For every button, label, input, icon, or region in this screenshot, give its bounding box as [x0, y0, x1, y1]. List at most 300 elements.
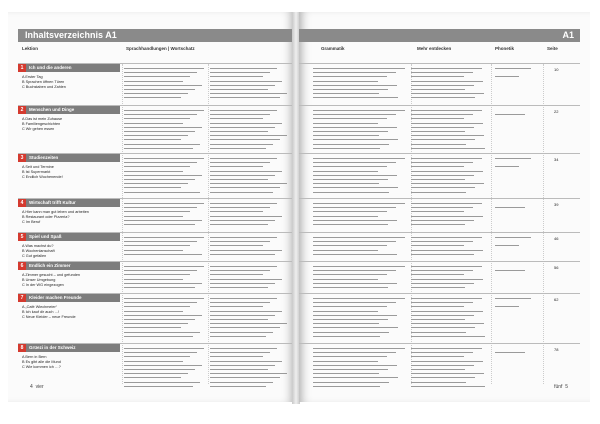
toc-header-bar	[18, 29, 294, 42]
chapter-title-bar	[18, 233, 120, 241]
text-line	[495, 245, 519, 246]
text-line	[210, 274, 263, 275]
text-line	[411, 319, 465, 320]
text-line	[411, 382, 466, 383]
text-line	[210, 298, 277, 299]
text-line	[313, 311, 378, 312]
text-line	[313, 97, 398, 98]
text-line	[210, 68, 277, 69]
text-line	[411, 274, 464, 275]
chapter-title: Endlich ein Zimmer	[29, 263, 71, 268]
text-line	[210, 377, 280, 378]
text-line	[124, 254, 202, 255]
text-line	[124, 327, 181, 328]
text-line	[210, 131, 268, 132]
lesson-item: C Endlich Wochenende!	[22, 175, 63, 179]
text-line	[210, 187, 280, 188]
text-line	[313, 144, 389, 145]
text-line	[124, 135, 188, 136]
text-line	[411, 148, 485, 149]
text-line	[210, 386, 266, 387]
text-line	[313, 319, 388, 320]
text-line	[124, 148, 193, 149]
text-line	[210, 114, 270, 115]
chapter-title-bar	[18, 262, 120, 270]
text-line	[210, 123, 282, 124]
chapter-row-right	[299, 105, 580, 154]
lesson-item: B Ist Supermarkt	[22, 170, 51, 174]
text-line	[124, 386, 193, 387]
text-line	[313, 369, 388, 370]
text-line	[313, 127, 397, 128]
chapter-row	[18, 293, 294, 344]
text-line	[411, 216, 483, 217]
text-line	[411, 76, 464, 77]
text-line	[313, 254, 397, 255]
text-line	[313, 348, 405, 349]
text-line	[124, 224, 195, 225]
text-line	[313, 89, 388, 90]
text-line	[124, 131, 195, 132]
chapter-row-right	[299, 153, 580, 199]
text-line	[210, 192, 273, 193]
text-line	[124, 287, 195, 288]
text-line	[124, 192, 200, 193]
text-line	[210, 76, 263, 77]
text-line	[411, 207, 473, 208]
text-line	[124, 203, 204, 204]
text-line	[210, 110, 277, 111]
text-line	[210, 81, 282, 82]
text-line	[210, 89, 268, 90]
chapter-title-bar	[18, 106, 120, 114]
text-line	[124, 237, 204, 238]
text-line	[210, 220, 275, 221]
lesson-item: C Buchstaben und Zahlen	[22, 85, 66, 89]
text-line	[411, 323, 484, 324]
text-line	[495, 207, 525, 208]
lesson-item: A Zimmer gesucht – und gefunden	[22, 273, 81, 277]
left-page-number: 4 vier	[30, 384, 44, 390]
text-line	[210, 356, 263, 357]
text-line	[313, 323, 379, 324]
text-line	[313, 250, 378, 251]
text-line	[124, 183, 188, 184]
text-line	[411, 373, 484, 374]
text-line	[411, 365, 474, 366]
text-line	[411, 306, 464, 307]
text-line	[210, 85, 275, 86]
right-page	[299, 12, 590, 402]
text-line	[210, 183, 287, 184]
text-line	[411, 332, 466, 333]
text-line	[210, 373, 287, 374]
chapter-row-right	[299, 198, 580, 233]
text-line	[124, 220, 202, 221]
text-line	[313, 211, 387, 212]
text-line	[210, 327, 280, 328]
toc-title: Inhaltsverzeichnis A1	[25, 30, 117, 40]
chapter-title: Ich und die anderen	[29, 65, 72, 70]
unit-header-bar	[299, 29, 580, 42]
text-line	[411, 211, 464, 212]
text-line	[411, 336, 485, 337]
chapter-row	[18, 232, 294, 262]
text-line	[124, 162, 197, 163]
text-line	[124, 144, 200, 145]
text-line	[313, 287, 388, 288]
lesson-item: A Erster Tag	[22, 75, 43, 79]
open-textbook	[8, 12, 590, 412]
text-line	[313, 158, 405, 159]
chapter-title-bar	[18, 294, 120, 302]
text-line	[210, 319, 268, 320]
chapter-page-number: 34	[554, 157, 559, 162]
text-line	[210, 162, 270, 163]
text-line	[313, 76, 387, 77]
text-line	[124, 139, 181, 140]
text-line	[210, 118, 263, 119]
text-line	[313, 72, 396, 73]
text-line	[411, 283, 474, 284]
text-line	[313, 81, 378, 82]
text-line	[210, 382, 273, 383]
text-line	[313, 220, 397, 221]
text-line	[411, 377, 475, 378]
text-line	[411, 348, 482, 349]
text-line	[313, 183, 379, 184]
chapter-page-number: 22	[554, 109, 559, 114]
chapter-page-number: 62	[554, 297, 559, 302]
unit-label: A1	[562, 30, 574, 40]
text-line	[411, 93, 484, 94]
text-line	[495, 76, 519, 77]
text-line	[210, 72, 270, 73]
chapter-number: 6	[18, 262, 26, 270]
chapter-page-number: 39	[554, 202, 559, 207]
chapter-page-number: 56	[554, 265, 559, 270]
chapter-row	[18, 343, 294, 394]
text-line	[210, 306, 263, 307]
text-line	[411, 72, 473, 73]
text-line	[313, 179, 388, 180]
text-line	[411, 224, 465, 225]
text-line	[210, 127, 275, 128]
text-line	[411, 287, 465, 288]
text-line	[124, 123, 183, 124]
text-line	[313, 148, 380, 149]
text-line	[411, 203, 482, 204]
text-line	[124, 279, 183, 280]
text-line	[210, 203, 277, 204]
text-line	[313, 203, 405, 204]
text-line	[124, 336, 193, 337]
text-line	[124, 361, 183, 362]
text-line	[210, 158, 277, 159]
text-line	[313, 207, 396, 208]
chapter-row	[18, 261, 294, 294]
text-line	[210, 315, 275, 316]
text-line	[124, 187, 181, 188]
chapter-title-bar	[18, 154, 120, 162]
text-line	[124, 81, 183, 82]
text-line	[411, 298, 482, 299]
chapter-number: 1	[18, 64, 26, 72]
chapter-row	[18, 63, 294, 106]
text-line	[411, 279, 483, 280]
lesson-item: B Familiengeschichten	[22, 122, 61, 126]
text-line	[313, 93, 379, 94]
text-line	[124, 175, 202, 176]
text-line	[411, 175, 474, 176]
text-line	[124, 365, 202, 366]
text-line	[210, 302, 270, 303]
text-line	[313, 118, 387, 119]
text-line	[210, 365, 275, 366]
text-line	[313, 166, 387, 167]
text-line	[124, 93, 188, 94]
text-line	[313, 131, 388, 132]
lesson-item: C Wie kommen ich …?	[22, 365, 61, 369]
text-line	[124, 348, 204, 349]
chapter-page-number: 78	[554, 347, 559, 352]
chapter-row	[18, 153, 294, 199]
text-line	[313, 352, 396, 353]
text-line	[210, 211, 263, 212]
text-line	[210, 224, 268, 225]
text-line	[411, 302, 473, 303]
text-line	[495, 298, 531, 299]
text-line	[124, 274, 190, 275]
text-line	[313, 216, 378, 217]
text-line	[124, 76, 190, 77]
lesson-item: A Was machst du?	[22, 244, 54, 248]
text-line	[313, 85, 397, 86]
text-line	[124, 266, 204, 267]
text-line	[495, 114, 525, 115]
text-line	[124, 207, 197, 208]
text-line	[313, 68, 405, 69]
text-line	[124, 85, 202, 86]
chapter-page-number: 46	[554, 236, 559, 241]
text-line	[411, 237, 482, 238]
text-line	[210, 148, 266, 149]
text-line	[411, 352, 473, 353]
text-line	[210, 254, 275, 255]
text-line	[411, 81, 483, 82]
text-line	[210, 250, 282, 251]
text-line	[124, 114, 197, 115]
col-header-phonetik: Phonetik	[495, 46, 515, 51]
text-line	[124, 166, 190, 167]
lesson-item: C Im Beruf	[22, 220, 41, 224]
text-line	[210, 266, 277, 267]
text-line	[313, 123, 378, 124]
text-line	[210, 139, 280, 140]
text-line	[124, 369, 195, 370]
chapter-row-right	[299, 261, 580, 294]
text-line	[124, 158, 204, 159]
text-line	[210, 237, 277, 238]
text-line	[210, 323, 287, 324]
text-line	[124, 306, 190, 307]
lesson-item: C In der WG eingezogen	[22, 283, 64, 287]
text-line	[313, 270, 396, 271]
text-line	[124, 241, 197, 242]
chapter-title-bar	[18, 199, 120, 207]
chapter-title-bar	[18, 344, 120, 352]
text-line	[411, 245, 464, 246]
text-line	[124, 319, 195, 320]
text-line	[411, 135, 484, 136]
chapter-title: Studienzeiten	[29, 155, 59, 160]
text-line	[411, 369, 465, 370]
col-header-sprachhandlungen: Sprachhandlungen | Wortschatz	[126, 46, 195, 51]
text-line	[313, 274, 387, 275]
text-line	[313, 315, 397, 316]
text-line	[124, 179, 195, 180]
text-line	[210, 97, 280, 98]
text-line	[124, 216, 183, 217]
text-line	[313, 224, 388, 225]
text-line	[411, 162, 473, 163]
lesson-item: A Bern in Bern	[22, 355, 47, 359]
lesson-item: B Wochenlanschaft	[22, 249, 55, 253]
chapter-number: 5	[18, 233, 26, 241]
text-line	[313, 241, 396, 242]
text-line	[313, 171, 378, 172]
text-line	[411, 220, 474, 221]
text-line	[313, 266, 405, 267]
chapter-title: Menschen und Dinge	[29, 107, 75, 112]
right-page-number: fünf 5	[554, 384, 568, 390]
text-line	[313, 377, 398, 378]
chapter-row-right	[299, 232, 580, 262]
lesson-item: B Unser Umgebung	[22, 278, 56, 282]
text-line	[313, 245, 387, 246]
text-line	[124, 352, 197, 353]
text-line	[210, 179, 268, 180]
text-line	[124, 118, 190, 119]
text-line	[411, 114, 473, 115]
chapter-title-bar	[18, 64, 120, 72]
text-line	[411, 89, 465, 90]
text-line	[411, 144, 466, 145]
text-line	[313, 306, 387, 307]
text-line	[313, 192, 389, 193]
text-line	[313, 135, 379, 136]
text-line	[313, 279, 378, 280]
lesson-item: B Sprachen öffnen Türen	[22, 80, 65, 84]
text-line	[210, 135, 287, 136]
lesson-item: C Neue Kleider – neue Freunde	[22, 315, 76, 319]
text-line	[313, 110, 405, 111]
text-line	[411, 241, 473, 242]
text-line	[313, 382, 389, 383]
text-line	[411, 187, 475, 188]
chapter-row	[18, 105, 294, 154]
lesson-item: B Ich kauf dir auch …!	[22, 310, 60, 314]
text-line	[313, 365, 397, 366]
text-line	[411, 266, 482, 267]
chapter-number: 4	[18, 199, 26, 207]
chapter-row-right	[299, 63, 580, 106]
text-line	[210, 166, 263, 167]
text-line	[313, 162, 396, 163]
text-line	[411, 361, 483, 362]
text-line	[411, 118, 464, 119]
text-line	[210, 287, 268, 288]
text-line	[495, 166, 519, 167]
text-line	[313, 361, 378, 362]
text-line	[313, 386, 380, 387]
text-line	[495, 158, 531, 159]
lesson-item: A Seit und Termine	[22, 165, 54, 169]
text-line	[210, 279, 282, 280]
text-line	[124, 373, 188, 374]
lesson-item: B Es gibt alle die Mund	[22, 360, 61, 364]
col-header-lektion: Lektion	[22, 46, 39, 51]
text-line	[411, 270, 473, 271]
text-line	[210, 283, 275, 284]
col-header-seite: Seite	[547, 46, 558, 51]
chapter-title: Wirtschaft trifft Kultur	[29, 200, 76, 205]
text-line	[124, 315, 202, 316]
text-line	[411, 139, 475, 140]
text-line	[313, 332, 389, 333]
col-header-grammatik: Grammatik	[321, 46, 345, 51]
chapter-row-right	[299, 343, 580, 394]
text-line	[411, 315, 474, 316]
text-line	[210, 361, 282, 362]
text-line	[313, 327, 398, 328]
text-line	[124, 270, 197, 271]
text-line	[124, 68, 204, 69]
chapter-number: 2	[18, 106, 26, 114]
text-line	[210, 241, 270, 242]
text-line	[210, 332, 273, 333]
text-line	[210, 270, 270, 271]
text-line	[124, 110, 204, 111]
text-line	[124, 72, 197, 73]
text-line	[210, 348, 277, 349]
text-line	[124, 283, 202, 284]
text-line	[124, 323, 188, 324]
text-line	[124, 211, 190, 212]
text-line	[210, 369, 268, 370]
text-line	[124, 377, 181, 378]
chapter-page-number: 10	[554, 67, 559, 72]
text-line	[313, 175, 397, 176]
text-line	[313, 298, 405, 299]
text-line	[210, 311, 282, 312]
text-line	[411, 311, 483, 312]
text-line	[210, 216, 282, 217]
text-line	[411, 110, 482, 111]
text-line	[124, 332, 200, 333]
text-line	[124, 298, 204, 299]
text-line	[124, 250, 183, 251]
chapter-number: 3	[18, 154, 26, 162]
text-line	[411, 85, 474, 86]
text-line	[313, 237, 405, 238]
text-line	[411, 183, 484, 184]
text-line	[124, 89, 195, 90]
text-line	[124, 127, 202, 128]
text-line	[210, 171, 282, 172]
text-line	[411, 97, 475, 98]
text-line	[124, 311, 183, 312]
